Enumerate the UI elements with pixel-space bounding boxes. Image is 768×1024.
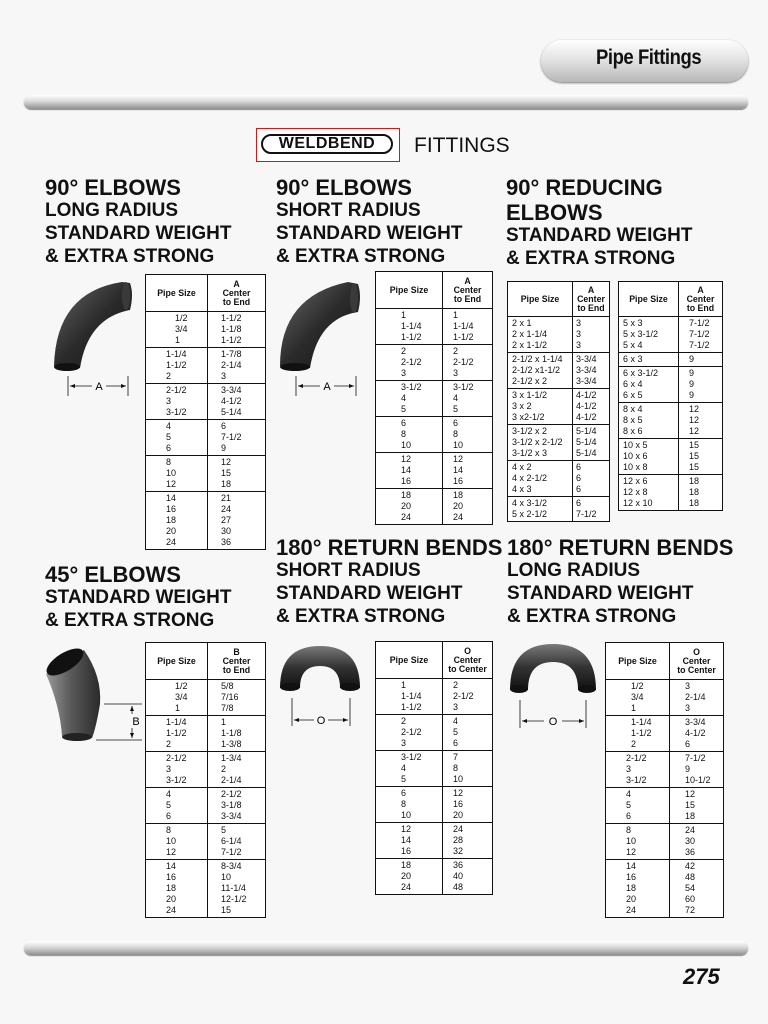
section-subtitle: & EXTRA STRONG xyxy=(276,606,446,627)
row-group: 36 40 48 xyxy=(453,860,464,892)
row-group: 12 14 16 xyxy=(376,453,442,489)
section-90-short-heading xyxy=(276,176,462,268)
return-bend-long-illustration xyxy=(506,640,602,730)
row-group: 3-3/4 4-1/2 5-1/4 xyxy=(208,384,265,420)
section-title: 180° RETURN BENDS xyxy=(507,535,734,560)
row-group: 4 5 6 xyxy=(146,788,207,824)
section-title: 180° RETURN BENDS xyxy=(276,535,503,560)
section-subtitle: & EXTRA STRONG xyxy=(276,246,446,267)
header-size: Pipe Size xyxy=(376,272,442,309)
row-group: 8 10 12 xyxy=(146,824,207,860)
section-title: 45° ELBOWS xyxy=(45,562,181,587)
row-group: 3-1/2 4 5 xyxy=(376,751,442,787)
row-group: 12 16 20 xyxy=(443,787,492,823)
row-group: 24 30 36 xyxy=(670,824,723,860)
row-group: 1/2 3/4 1 xyxy=(606,680,669,716)
header-size: Pipe Size xyxy=(508,282,572,317)
row-group: 12 15 18 xyxy=(670,788,723,824)
row-group: 2 2-1/2 3 xyxy=(443,345,492,381)
section-title: 90° ELBOWS xyxy=(276,175,412,200)
col-size xyxy=(508,282,572,521)
col-dimension xyxy=(572,282,609,521)
row-group: 2-1/2 3 3-1/2 xyxy=(146,384,207,420)
table-180-short xyxy=(375,641,493,895)
table-90-reducing-b xyxy=(618,281,723,511)
row-group: 18 20 24 xyxy=(401,860,412,892)
row-group: 6 6 6 xyxy=(573,461,609,497)
row-group: 2-1/2 3 3-1/2 xyxy=(146,752,207,788)
col-dimension xyxy=(678,282,722,510)
row-group: 10 x 5 10 x 6 10 x 8 xyxy=(619,439,678,475)
row-group: 3 x 1-1/2 3 x 2 3 x2-1/2 xyxy=(508,389,572,425)
row-group: 1-1/4 1-1/2 2 xyxy=(146,716,207,752)
section-subtitle: SHORT RADIUS xyxy=(276,200,421,221)
row-group: 3-1/2 4 5 xyxy=(376,381,442,417)
section-subtitle: STANDARD WEIGHT xyxy=(276,223,463,244)
row-group: 5 x 3 5 x 3-1/2 5 x 4 xyxy=(619,317,678,353)
weldbend-logo xyxy=(256,128,400,162)
header-dimension: O Center to Center xyxy=(443,642,492,679)
row-group: 6 7-1/2 9 xyxy=(208,420,265,456)
section-subtitle: & EXTRA STRONG xyxy=(45,246,215,267)
row-group: 4-1/2 4-1/2 4-1/2 xyxy=(573,389,609,425)
row-group: 3-3/4 4-1/2 6 xyxy=(670,716,723,752)
row-group: 6 8 10 xyxy=(443,417,492,453)
weldbend-logo-text: WELDBEND xyxy=(261,134,393,154)
col-size xyxy=(376,272,442,524)
row-group: 1 1-1/8 1-3/8 xyxy=(208,716,265,752)
row-group: 42 48 54 60 72 xyxy=(685,861,696,915)
row-group: 4 x 3-1/2 5 x 2-1/2 xyxy=(512,498,548,519)
row-group: 14 16 18 20 24 xyxy=(166,493,177,547)
row-group: 7-1/2 7-1/2 7-1/2 xyxy=(679,317,722,353)
row-group: 15 15 15 xyxy=(679,439,722,475)
elbow-45-illustration xyxy=(44,646,144,746)
header-size: Pipe Size xyxy=(146,275,207,312)
section-180-long-heading xyxy=(507,536,733,628)
row-group: 2 x 1 2 x 1-1/4 2 x 1-1/2 xyxy=(508,317,572,353)
row-group: 1-3/4 2 2-1/4 xyxy=(208,752,265,788)
header-dimension: A Center to End xyxy=(679,282,722,317)
row-group: 5-1/4 5-1/4 5-1/4 xyxy=(573,425,609,461)
table-90-short xyxy=(375,271,493,525)
header-dimension: A Center to End xyxy=(208,275,265,312)
header-size: Pipe Size xyxy=(146,643,207,680)
row-group: 5 6-1/4 7-1/2 xyxy=(208,824,265,860)
top-divider xyxy=(24,95,748,109)
row-group: 3 2-1/4 3 xyxy=(670,680,723,716)
col-dimension xyxy=(442,642,492,894)
row-group: 2-1/2 3 3-1/2 xyxy=(606,752,669,788)
section-subtitle: & EXTRA STRONG xyxy=(506,248,676,269)
section-subtitle: STANDARD WEIGHT xyxy=(507,583,694,604)
col-size xyxy=(146,275,207,549)
row-group: 21 24 27 30 36 xyxy=(221,493,232,547)
section-title: 90° REDUCING xyxy=(506,175,663,200)
row-group: 1 1-1/4 1-1/2 xyxy=(376,309,442,345)
row-group: 12 14 16 xyxy=(376,823,442,859)
row-group: 4 5 6 xyxy=(606,788,669,824)
row-group: 7-1/2 9 10-1/2 xyxy=(670,752,723,788)
section-subtitle: & EXTRA STRONG xyxy=(45,610,215,631)
col-size xyxy=(606,643,669,917)
section-subtitle: STANDARD WEIGHT xyxy=(506,225,693,246)
page-number: 275 xyxy=(683,964,720,989)
row-group: 18 20 24 xyxy=(453,490,464,522)
bottom-divider xyxy=(24,941,748,955)
row-group: 14 16 18 20 24 xyxy=(166,861,177,915)
row-group: 8 10 12 xyxy=(606,824,669,860)
row-group: 6 7-1/2 xyxy=(576,498,597,519)
section-90-reducing-heading xyxy=(506,176,692,270)
table-45 xyxy=(145,642,266,918)
col-dimension xyxy=(442,272,492,524)
header-dimension: A Center to End xyxy=(573,282,609,317)
row-group: 8 x 4 8 x 5 8 x 6 xyxy=(619,403,678,439)
dimension-label: O xyxy=(548,716,558,728)
row-group: 6 x 3 xyxy=(619,353,678,367)
dimension-label: O xyxy=(316,715,326,727)
row-group: 6 8 10 xyxy=(376,417,442,453)
row-group: 6 8 10 xyxy=(376,787,442,823)
row-group: 12 12 12 xyxy=(679,403,722,439)
row-group: 3-1/2 x 2 3-1/2 x 2-1/2 3-1/2 x 3 xyxy=(508,425,572,461)
row-group: 2 2-1/2 3 xyxy=(443,679,492,715)
section-subtitle: LONG RADIUS xyxy=(45,200,178,221)
section-subtitle: LONG RADIUS xyxy=(507,560,640,581)
section-title-line2: ELBOWS xyxy=(506,200,603,225)
return-bend-short-illustration xyxy=(276,640,366,730)
col-size xyxy=(146,643,207,917)
row-group: 14 16 18 20 24 xyxy=(626,861,637,915)
row-group: 9 9 9 xyxy=(679,367,722,403)
row-group: 1-1/4 1-1/2 2 xyxy=(146,348,207,384)
row-group: 3 3 3 xyxy=(573,317,609,353)
section-45-heading xyxy=(45,563,231,632)
col-dimension xyxy=(669,643,723,917)
col-size xyxy=(619,282,678,510)
row-group: 12 x 6 12 x 8 12 x 10 xyxy=(623,476,653,508)
row-group: 4 5 6 xyxy=(146,420,207,456)
dimension-label: A xyxy=(95,381,103,393)
section-90-long-heading xyxy=(45,176,231,268)
header-size: Pipe Size xyxy=(376,642,442,679)
section-180-short-heading xyxy=(276,536,502,628)
row-group: 2-1/2 x 1-1/4 2-1/2 x1-1/2 2-1/2 x 2 xyxy=(508,353,572,389)
row-group: 4 5 6 xyxy=(443,715,492,751)
row-group: 7 8 10 xyxy=(443,751,492,787)
fittings-heading: FITTINGS xyxy=(414,134,510,157)
row-group: 6 x 3-1/2 6 x 4 6 x 5 xyxy=(619,367,678,403)
row-group: 1/2 3/4 1 xyxy=(146,680,207,716)
row-group: 5/8 7/16 7/8 xyxy=(208,680,265,716)
row-group: 8 10 12 xyxy=(146,456,207,492)
row-group: 1-1/2 1-1/8 1-1/2 xyxy=(208,312,265,348)
row-group: 3-3/4 3-3/4 3-3/4 xyxy=(573,353,609,389)
row-group: 4 x 2 4 x 2-1/2 4 x 3 xyxy=(508,461,572,497)
section-subtitle: STANDARD WEIGHT xyxy=(45,223,232,244)
col-size xyxy=(376,642,442,894)
table-90-reducing-a xyxy=(507,281,610,522)
row-group: 18 20 24 xyxy=(401,490,412,522)
row-group: 8-3/4 10 11-1/4 12-1/2 15 xyxy=(221,861,247,915)
row-group: 9 xyxy=(679,353,722,367)
section-subtitle: & EXTRA STRONG xyxy=(507,606,677,627)
row-group: 2 2-1/2 3 xyxy=(376,715,442,751)
row-group: 1 1-1/4 1-1/2 xyxy=(443,309,492,345)
header-size: Pipe Size xyxy=(619,282,678,317)
row-group: 12 14 16 xyxy=(443,453,492,489)
row-group: 12 15 18 xyxy=(208,456,265,492)
header-dimension: A Center to End xyxy=(443,272,492,309)
table-180-long xyxy=(605,642,724,918)
row-group: 3-1/2 4 5 xyxy=(443,381,492,417)
header-dimension: O Center to Center xyxy=(670,643,723,680)
header-dimension: B Center to End xyxy=(208,643,265,680)
row-group: 1/2 3/4 1 xyxy=(146,312,207,348)
dimension-label: A xyxy=(323,381,331,393)
elbow-90-long-illustration xyxy=(50,280,140,400)
section-title: 90° ELBOWS xyxy=(45,175,181,200)
row-group: 1 1-1/4 1-1/2 xyxy=(376,679,442,715)
row-group: 18 18 18 xyxy=(689,476,700,508)
row-group: 2 2-1/2 3 xyxy=(376,345,442,381)
elbow-90-short-illustration xyxy=(276,278,366,400)
header-size: Pipe Size xyxy=(606,643,669,680)
row-group: 1-1/4 1-1/2 2 xyxy=(606,716,669,752)
section-subtitle: STANDARD WEIGHT xyxy=(45,587,232,608)
dimension-label: B xyxy=(132,716,140,728)
row-group: 1-7/8 2-1/4 3 xyxy=(208,348,265,384)
row-group: 2-1/2 3-1/8 3-3/4 xyxy=(208,788,265,824)
col-dimension xyxy=(207,275,265,549)
col-dimension xyxy=(207,643,265,917)
table-90-long xyxy=(145,274,266,550)
row-group: 24 28 32 xyxy=(443,823,492,859)
section-subtitle: SHORT RADIUS xyxy=(276,560,421,581)
section-title: Pipe Fittings xyxy=(596,46,702,69)
section-subtitle: STANDARD WEIGHT xyxy=(276,583,463,604)
